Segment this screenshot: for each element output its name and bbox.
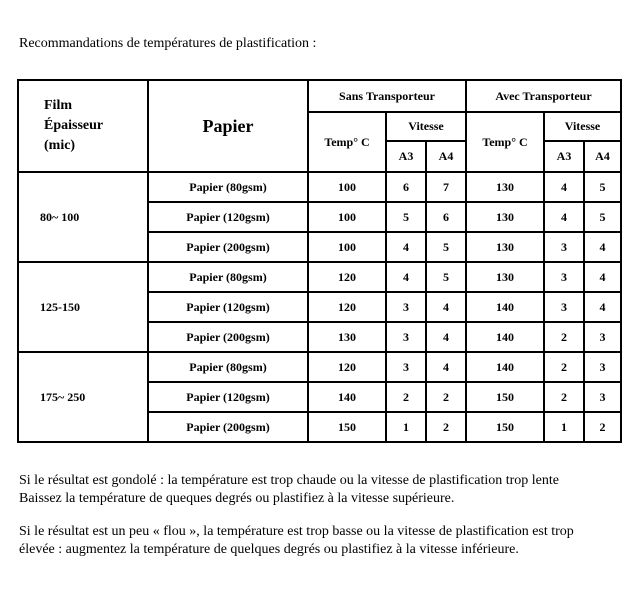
paper-cell: Papier (200gsm)	[148, 322, 308, 352]
film-header-line3: (mic)	[44, 138, 76, 153]
sans-a4-cell: 5	[426, 262, 466, 292]
avec-a4-cell: 4	[584, 292, 621, 322]
avec-a4-cell: 3	[584, 352, 621, 382]
avec-temp-cell: 140	[466, 322, 544, 352]
film-header	[18, 80, 148, 172]
paper-cell: Papier (200gsm)	[148, 412, 308, 442]
note-2-line2: élevée : augmentez la température de quelques degrés ou plastifiez à la vitesse inférieure.	[19, 542, 519, 557]
table-row	[18, 352, 621, 382]
sans-temp-cell: 120	[308, 292, 386, 322]
avec-temp-cell: 150	[466, 382, 544, 412]
sans-a3-cell: 1	[386, 412, 426, 442]
sans-a3-cell: 6	[386, 172, 426, 202]
sans-a3-cell: 3	[386, 352, 426, 382]
sans-temp-cell: 100	[308, 172, 386, 202]
paper-cell: Papier (80gsm)	[148, 262, 308, 292]
avec-a3-cell: 4	[544, 172, 584, 202]
papier-header: Papier	[148, 80, 308, 172]
sans-temp-header: Temp° C	[308, 112, 386, 172]
sans-a3-cell: 3	[386, 322, 426, 352]
sans-a3-cell: 4	[386, 262, 426, 292]
avec-a4-cell: 3	[584, 322, 621, 352]
sans-vitesse-header: Vitesse	[386, 112, 466, 141]
avec-a3-cell: 1	[544, 412, 584, 442]
avec-temp-cell: 150	[466, 412, 544, 442]
film-range-cell: 175~ 250	[18, 352, 148, 442]
paper-cell: Papier (80gsm)	[148, 172, 308, 202]
lamination-table	[17, 79, 622, 443]
paper-cell: Papier (120gsm)	[148, 382, 308, 412]
sans-a4-cell: 6	[426, 202, 466, 232]
avec-a3-header: A3	[544, 141, 584, 172]
sans-a4-cell: 2	[426, 412, 466, 442]
avec-a4-cell: 5	[584, 202, 621, 232]
sans-a4-cell: 2	[426, 382, 466, 412]
paper-cell: Papier (120gsm)	[148, 292, 308, 322]
avec-temp-cell: 140	[466, 352, 544, 382]
note-1-line1: Si le résultat est gondolé : la température est trop chaude ou la vitesse de plastification trop lente	[19, 473, 559, 488]
avec-a4-cell: 4	[584, 232, 621, 262]
sans-temp-cell: 150	[308, 412, 386, 442]
table-row	[18, 172, 621, 202]
sans-a3-cell: 5	[386, 202, 426, 232]
avec-temp-header: Temp° C	[466, 112, 544, 172]
avec-a4-header: A4	[584, 141, 621, 172]
paper-cell: Papier (80gsm)	[148, 352, 308, 382]
avec-temp-cell: 130	[466, 232, 544, 262]
avec-vitesse-header: Vitesse	[544, 112, 621, 141]
sans-a3-header: A3	[386, 141, 426, 172]
sans-temp-cell: 120	[308, 352, 386, 382]
sans-a4-cell: 7	[426, 172, 466, 202]
sans-temp-cell: 100	[308, 232, 386, 262]
table-row	[18, 262, 621, 292]
avec-temp-cell: 140	[466, 292, 544, 322]
avec-a3-cell: 2	[544, 382, 584, 412]
sans-a4-header: A4	[426, 141, 466, 172]
sans-a4-cell: 4	[426, 292, 466, 322]
avec-a3-cell: 2	[544, 352, 584, 382]
sans-a3-cell: 2	[386, 382, 426, 412]
avec-a3-cell: 3	[544, 232, 584, 262]
avec-transporteur-header: Avec Transporteur	[466, 80, 621, 112]
sans-temp-cell: 140	[308, 382, 386, 412]
note-2-line1: Si le résultat est un peu « flou », la température est trop basse ou la vitesse de plastification est trop	[19, 524, 574, 539]
sans-temp-cell: 130	[308, 322, 386, 352]
sans-temp-cell: 100	[308, 202, 386, 232]
film-header-line1: Film	[44, 98, 72, 113]
avec-temp-cell: 130	[466, 262, 544, 292]
note-1-line2: Baissez la température de queques degrés ou plastifiez à la vitesse supérieure.	[19, 491, 455, 506]
sans-a3-cell: 4	[386, 232, 426, 262]
film-header-line2: Épaisseur	[44, 118, 104, 133]
sans-a4-cell: 4	[426, 322, 466, 352]
sans-transporteur-header: Sans Transporteur	[308, 80, 466, 112]
avec-temp-cell: 130	[466, 202, 544, 232]
avec-a4-cell: 3	[584, 382, 621, 412]
note-2	[19, 523, 574, 559]
avec-a4-cell: 4	[584, 262, 621, 292]
film-range-cell: 125-150	[18, 262, 148, 352]
avec-a4-cell: 5	[584, 172, 621, 202]
avec-a4-cell: 2	[584, 412, 621, 442]
paper-cell: Papier (200gsm)	[148, 232, 308, 262]
paper-cell: Papier (120gsm)	[148, 202, 308, 232]
film-range-cell: 80~ 100	[18, 172, 148, 262]
avec-a3-cell: 3	[544, 262, 584, 292]
intro-heading: Recommandations de températures de plastification :	[19, 36, 317, 51]
sans-a3-cell: 3	[386, 292, 426, 322]
avec-a3-cell: 4	[544, 202, 584, 232]
avec-a3-cell: 2	[544, 322, 584, 352]
avec-temp-cell: 130	[466, 172, 544, 202]
sans-temp-cell: 120	[308, 262, 386, 292]
note-1	[19, 472, 559, 508]
sans-a4-cell: 4	[426, 352, 466, 382]
sans-a4-cell: 5	[426, 232, 466, 262]
avec-a3-cell: 3	[544, 292, 584, 322]
